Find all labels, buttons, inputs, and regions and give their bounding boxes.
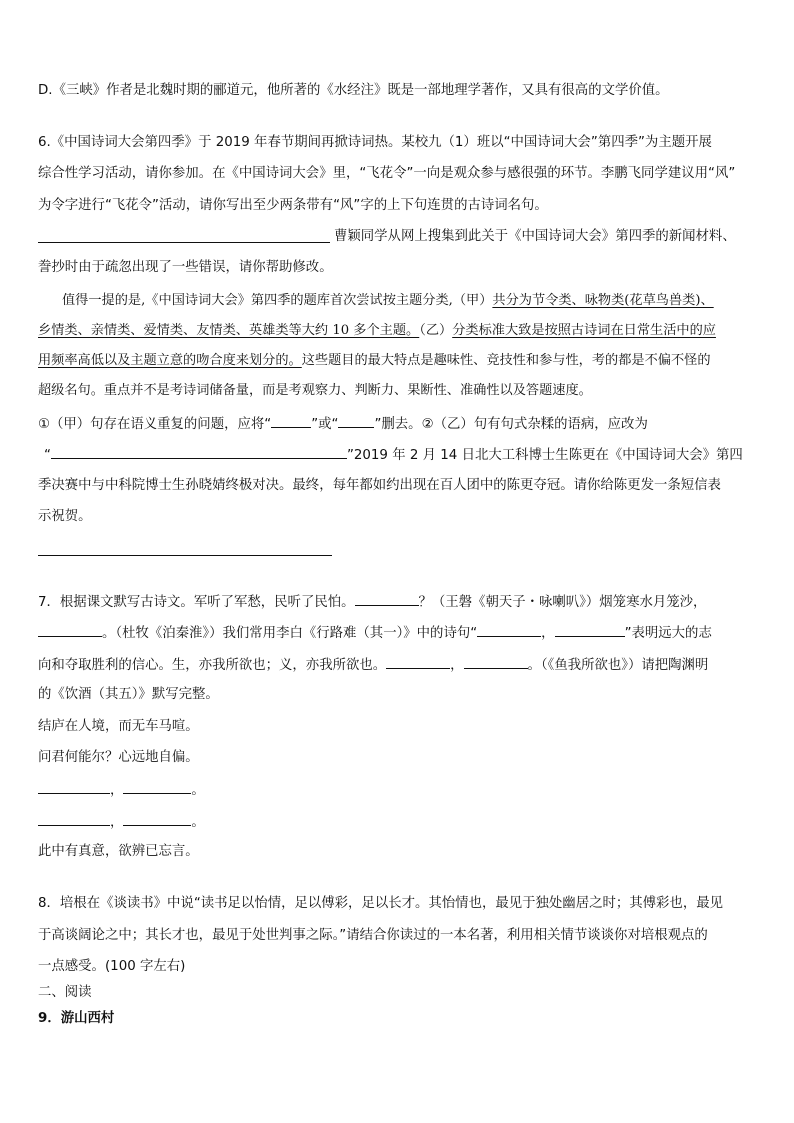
text: ①（甲）句存在语义重复的问题，应将“ xyxy=(38,417,272,432)
q8-line-1: 8．培根在《谈读书》中说“读书足以怡情，足以傅彩，足以长才。其怡情也，最见于独处幽居之时；其傅彩也，最见 xyxy=(38,896,723,911)
answer-blank[interactable] xyxy=(355,591,419,606)
text: ”2019 年 2 月 14 日北大工科博士生陈更在《中国诗词大会》第四 xyxy=(346,448,743,463)
q6-subq-3: 季决赛中与中科院博士生孙晓婧终极对决。最终，每年都如约出现在百人团中的陈更夺冠。请你给陈更发一条短信表 xyxy=(38,478,721,493)
q9-label: 9．游山西村 xyxy=(38,1011,115,1026)
text: ？（王磐《朝天子・咏喇叭》）烟笼寒水月笼沙， xyxy=(418,595,707,610)
answer-blank[interactable] xyxy=(386,654,450,669)
material-line-2 xyxy=(38,321,716,341)
text: 。 xyxy=(191,815,205,830)
answer-blank[interactable] xyxy=(477,622,541,637)
q8-line-2: 于高谈阔论之中；其长才也，最见于处世判事之际。”请结合你读过的一本名著，利用相关情节谈谈你对培根观点的 xyxy=(38,928,708,943)
q7-line-1 xyxy=(38,591,706,613)
answer-blank[interactable] xyxy=(51,444,347,459)
answer-line[interactable] xyxy=(38,242,330,243)
text: 7．根据课文默写古诗文。军听了军愁，民听了民怕。 xyxy=(38,595,355,610)
answer-blank[interactable] xyxy=(38,811,110,826)
text: 。 xyxy=(191,783,205,798)
answer-blank[interactable] xyxy=(271,413,311,428)
q6-line-3: 为令字进行“飞花令”活动，请你写出至少两条带有“风”字的上下句连贯的古诗词名句。 xyxy=(38,198,548,213)
answer-blank[interactable] xyxy=(38,779,110,794)
text: ”或“ xyxy=(311,417,339,432)
section-title: 二、阅读 xyxy=(38,985,92,1000)
answer-blank[interactable] xyxy=(123,811,191,826)
material-text: 值得一提的是,《中国诗词大会》第四季的题库首次尝试按主题分类,（甲） xyxy=(62,293,493,308)
material-line-1 xyxy=(62,291,714,311)
poem-line-2: 问君何能尔？心远地自偏。 xyxy=(38,750,199,765)
label-yi: （乙） xyxy=(419,323,453,338)
answer-blank[interactable] xyxy=(338,413,374,428)
poem-blank-line-2 xyxy=(38,811,205,833)
sentence-jia-cont: 乡情类、亲情类、爱情类、友情类、英雄类等大约 10 多个主题。 xyxy=(38,323,420,338)
answer-blank[interactable] xyxy=(464,654,528,669)
poem-line-5: 此中有真意，欲辨已忘言。 xyxy=(38,844,199,859)
text: 向和夺取胜利的信心。生，亦我所欲也；义，亦我所欲也。 xyxy=(38,658,387,673)
q6-subq-1 xyxy=(38,413,648,435)
text: ， xyxy=(110,815,124,830)
q6-line-4: 曹颖同学从网上搜集到此关于《中国诗词大会》第四季的新闻材料、 xyxy=(334,229,736,244)
text: 。（《鱼我所欲也》）请把陶渊明 xyxy=(527,658,709,673)
q6-line-5: 誊抄时由于疏忽出现了一些错误，请你帮助修改。 xyxy=(38,260,333,275)
q7-line-3 xyxy=(38,654,708,676)
text: “ xyxy=(44,448,51,463)
q6-line-1: 6.《中国诗词大会第四季》于 2019 年春节期间再掀诗词热。某校九（1）班以“中国诗词大会”第四季”为主题开展 xyxy=(38,135,712,150)
poem-line-1: 结庐在人境，而无车马喧。 xyxy=(38,719,199,734)
text: ， xyxy=(541,626,555,641)
text: 。（杜牧《泊秦淮》）我们常用李白《行路难（其一）》中的诗句“ xyxy=(102,626,478,641)
sentence-yi-cont: 用频率高低以及主题立意的吻合度来划分的。 xyxy=(38,353,302,368)
q6-subq-4: 示祝贺。 xyxy=(38,509,92,524)
q7-line-4: 的《饮酒（其五）》默写完整。 xyxy=(38,687,219,702)
text: ， xyxy=(110,783,124,798)
q7-line-2 xyxy=(38,622,712,644)
sentence-jia: 共分为节令类、咏物类(花草鸟兽类)、 xyxy=(492,293,714,308)
answer-blank[interactable] xyxy=(555,622,625,637)
text: ”表明远大的志 xyxy=(624,626,712,641)
q8-line-3: 一点感受。(100 字左右) xyxy=(38,959,186,974)
sentence-yi: 分类标准大致是按照古诗词在日常生活中的应 xyxy=(452,323,716,338)
answer-blank[interactable] xyxy=(123,779,191,794)
q6-subq-2 xyxy=(44,444,743,466)
material-text: 这些题目的最大特点是趣味性、竞技性和参与性，考的都是不偏不怪的 xyxy=(301,353,711,368)
text: ， xyxy=(450,658,464,673)
text: ”删去。②（乙）句有句式杂糅的语病，应改为 xyxy=(374,417,648,432)
material-line-3 xyxy=(38,351,711,371)
answer-blank[interactable] xyxy=(38,622,102,637)
option-d: D.《三峡》作者是北魏时期的郦道元，他所著的《水经注》既是一部地理学著作，又具有很高的文学价值。 xyxy=(38,83,669,98)
poem-blank-line-1 xyxy=(38,779,205,801)
q9-title xyxy=(38,1009,114,1029)
material-line-4: 超级名句。重点并不是考诗词储备量，而是考观察力、判断力、果断性、准确性以及答题速度。 xyxy=(38,383,592,398)
answer-line[interactable] xyxy=(38,555,332,556)
q6-line-2: 综合性学习活动，请你参加。在《中国诗词大会》里，“飞花令”一向是观众参与感很强的环节。李鹏飞同学建议用“风” xyxy=(38,166,736,181)
